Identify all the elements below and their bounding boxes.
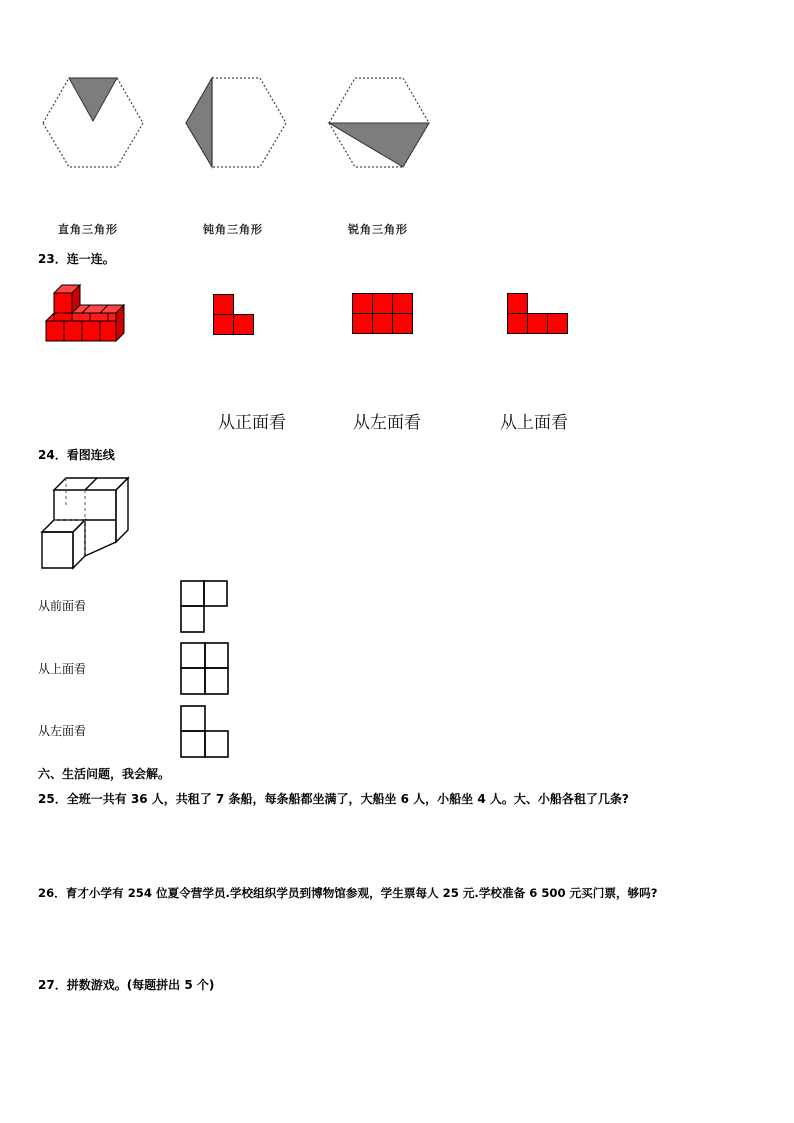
q27-text: 27．拼数游戏。(每题拼出 5 个) (38, 978, 215, 992)
hexagon-figure-3 (326, 76, 436, 170)
grid-shape-1 (180, 580, 230, 634)
shape-view-a (213, 294, 255, 336)
q24-title: 24．看图连线 (38, 448, 115, 462)
grid-shape-2 (180, 642, 230, 696)
q24-view-front-label: 从前面看 (38, 599, 87, 613)
q26-text: 26．育才小学有 254 位夏令营学员.学校组织学员到博物馆参观，学生票每人 25 元.学校准备 6 500 元买门票，够吗? (38, 886, 658, 900)
hexagon-figure-1 (40, 76, 150, 170)
hexagon-caption-3: 锐角三角形 (348, 223, 408, 236)
q23-title: 23．连一连。 (38, 252, 115, 266)
hexagon-caption-1: 直角三角形 (58, 223, 118, 236)
hexagon-figure-2 (183, 76, 293, 170)
section6-title: 六、生活问题，我会解。 (38, 767, 171, 781)
view-label-left: 从左面看 (353, 413, 421, 433)
q25-text: 25．全班一共有 36 人，共租了 7 条船，每条船都坐满了，大船坐 6 人，小船坐 4 人。大、小船各租了几条? (38, 792, 629, 806)
cube-line-drawing (40, 476, 132, 570)
view-label-front: 从正面看 (218, 413, 286, 433)
view-label-top: 从上面看 (500, 413, 568, 433)
grid-shape-3 (180, 705, 230, 759)
red-cube-stack (44, 283, 128, 343)
q24-view-left-label: 从左面看 (38, 724, 87, 738)
q24-view-top-label: 从上面看 (38, 662, 87, 676)
shape-view-b (352, 293, 414, 335)
shape-view-c (507, 293, 569, 335)
hexagon-caption-2: 钝角三角形 (203, 223, 263, 236)
